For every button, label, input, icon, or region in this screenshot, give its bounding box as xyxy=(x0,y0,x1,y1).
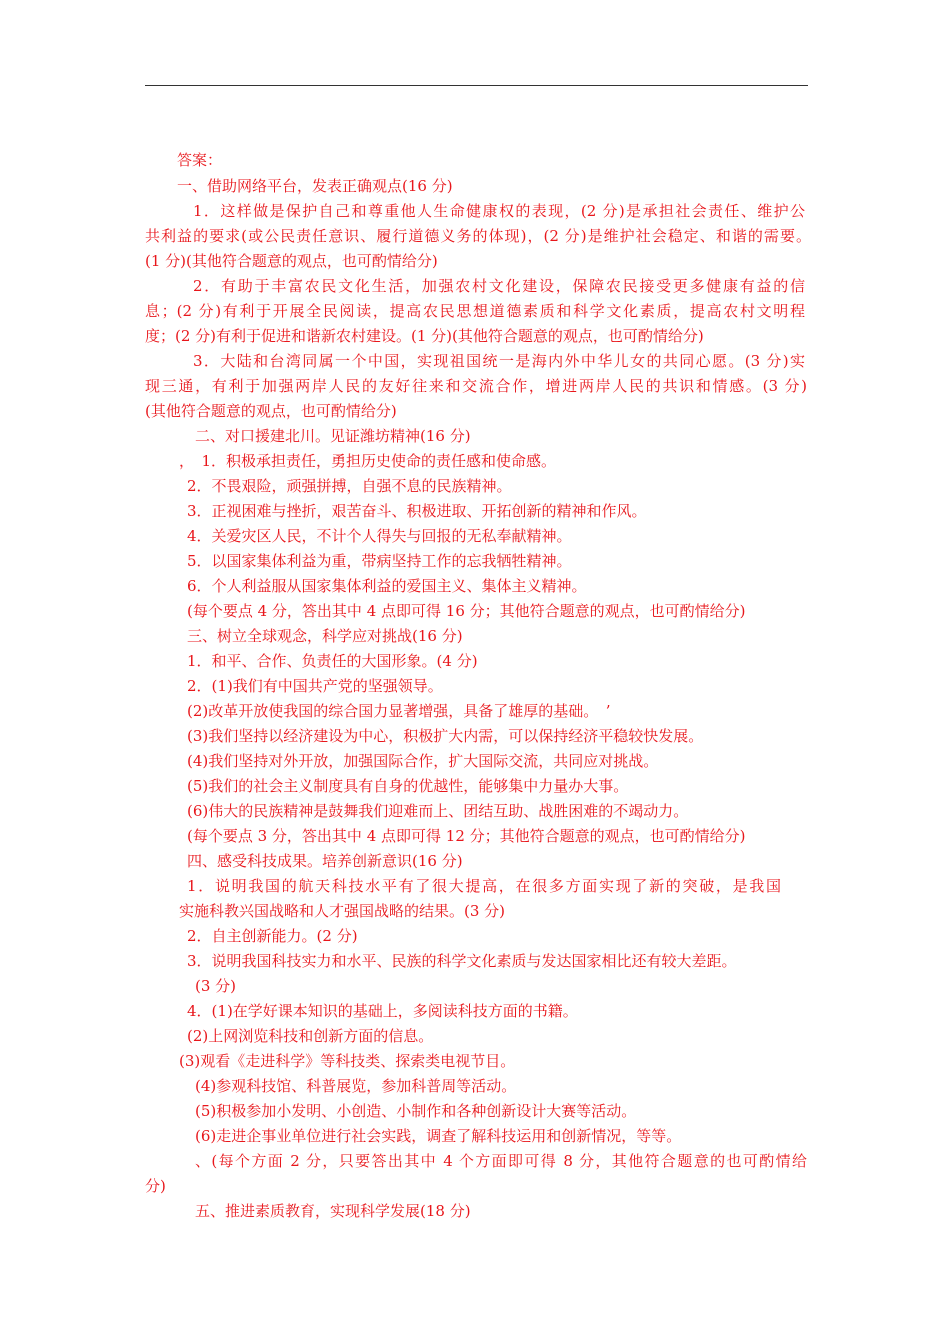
section-4-line: 1．说明我国的航天科技水平有了很大提高，在很多方面实现了新的突破，是我国 xyxy=(187,877,781,895)
section-3-line: (每个要点 3 分，答出其中 4 点即可得 12 分；其他符合题意的观点，也可酌情给分) xyxy=(187,827,746,845)
section-4-line: (5)积极参加小发明、小创造、小制作和各种创新设计大赛等活动。 xyxy=(195,1102,637,1120)
section-2-line: ， 1．积极承担责任，勇担历史使命的责任感和使命感。 xyxy=(179,452,557,470)
section-4-line: 、(每个方面 2 分，只要答出其中 4 个方面即可得 8 分，其他符合题意的也可酌情给 xyxy=(195,1152,807,1170)
section-2-line: 4．关爱灾区人民，不计个人得失与回报的无私奉献精神。 xyxy=(187,527,572,545)
section-3-line: (4)我们坚持对外开放，加强国际合作，扩大国际交流，共同应对挑战。 xyxy=(187,752,659,770)
section-2-line: (每个要点 4 分，答出其中 4 点即可得 16 分；其他符合题意的观点，也可酌情给分) xyxy=(187,602,746,620)
section-1-title: 一、借助网络平台，发表正确观点(16 分) xyxy=(177,177,453,195)
section-3-line: 1．和平、合作、负责任的大国形象。(4 分) xyxy=(187,652,478,670)
section-4-line: 实施科教兴国战略和人才强国战略的结果。(3 分) xyxy=(179,902,506,920)
section-2-line: 6．个人利益服从国家集体利益的爱国主义、集体主义精神。 xyxy=(187,577,587,595)
section-1-line: (1 分)(其他符合题意的观点，也可酌情给分) xyxy=(145,252,438,270)
section-3-line: (2)改革开放使我国的综合国力显著增强，具备了雄厚的基础。 ’ xyxy=(187,702,611,720)
section-4-line: 3．说明我国科技实力和水平、民族的科学文化素质与发达国家相比还有较大差距。 xyxy=(187,952,737,970)
section-4-line: 分) xyxy=(145,1177,166,1195)
section-3-line: (6)伟大的民族精神是鼓舞我们迎难而上、团结互助、战胜困难的不竭动力。 xyxy=(187,802,689,820)
section-4-line: (3 分) xyxy=(195,977,237,995)
section-4-line: 2．自主创新能力。(2 分) xyxy=(187,927,358,945)
section-4-line: (4)参观科技馆、科普展览，参加科普周等活动。 xyxy=(195,1077,517,1095)
section-3-line: (3)我们坚持以经济建设为中心，积极扩大内需，可以保持经济平稳较快发展。 xyxy=(187,727,704,745)
section-4-line: (6)走进企事业单位进行社会实践，调查了解科技运用和创新情况，等等。 xyxy=(195,1127,682,1145)
section-2-title: 二、对口援建北川。见证潍坊精神(16 分) xyxy=(195,427,471,445)
section-1-line: (其他符合题意的观点，也可酌情给分) xyxy=(145,402,397,420)
section-1-line: 共利益的要求(或公民责任意识、履行道德义务的体现)，(2 分)是维护社会稳定、和谐的需要。 xyxy=(145,227,811,245)
section-1-line: 1．这样做是保护自己和尊重他人生命健康权的表现，(2 分)是承担社会责任、维护公 xyxy=(193,202,805,220)
section-4-line: (3)观看《走进科学》等科技类、探索类电视节目。 xyxy=(179,1052,516,1070)
section-2-line: 2．不畏艰险，顽强拼搏，自强不息的民族精神。 xyxy=(187,477,512,495)
section-3-line: 2．(1)我们有中国共产党的坚强领导。 xyxy=(187,677,443,695)
section-2-line: 3．正视困难与挫折，艰苦奋斗、积极进取、开拓创新的精神和作风。 xyxy=(187,502,647,520)
section-4-line: (2)上网浏览科技和创新方面的信息。 xyxy=(187,1027,434,1045)
section-2-line: 5．以国家集体利益为重，带病坚持工作的忘我牺牲精神。 xyxy=(187,552,572,570)
section-1-line: 3．大陆和台湾同属一个中国，实现祖国统一是海内外中华儿女的共同心愿。(3 分)实 xyxy=(193,352,805,370)
section-3-title: 三、树立全球观念，科学应对挑战(16 分) xyxy=(187,627,463,645)
section-1-line: 度；(2 分)有利于促进和谐新农村建设。(1 分)(其他符合题意的观点，也可酌情给分) xyxy=(145,327,704,345)
section-4-line: 4．(1)在学好课本知识的基础上，多阅读科技方面的书籍。 xyxy=(187,1002,578,1020)
section-1-line: 息；(2 分)有利于开展全民阅读，提高农民思想道德素质和科学文化素质，提高农村文明程 xyxy=(145,302,805,320)
section-1-line: 现三通，有利于加强两岸人民的友好往来和交流合作，增进两岸人民的共识和情感。(3 分) xyxy=(145,377,807,395)
section-4-title: 四、感受科技成果。培养创新意识(16 分) xyxy=(187,852,463,870)
section-5-title: 五、推进素质教育，实现科学发展(18 分) xyxy=(195,1202,471,1220)
answer-label: 答案： xyxy=(177,151,223,169)
section-1-line: 2．有助于丰富农民文化生活，加强农村文化建设，保障农民接受更多健康有益的信 xyxy=(193,277,805,295)
header-rule xyxy=(145,85,808,86)
section-3-line: (5)我们的社会主义制度具有自身的优越性，能够集中力量办大事。 xyxy=(187,777,629,795)
